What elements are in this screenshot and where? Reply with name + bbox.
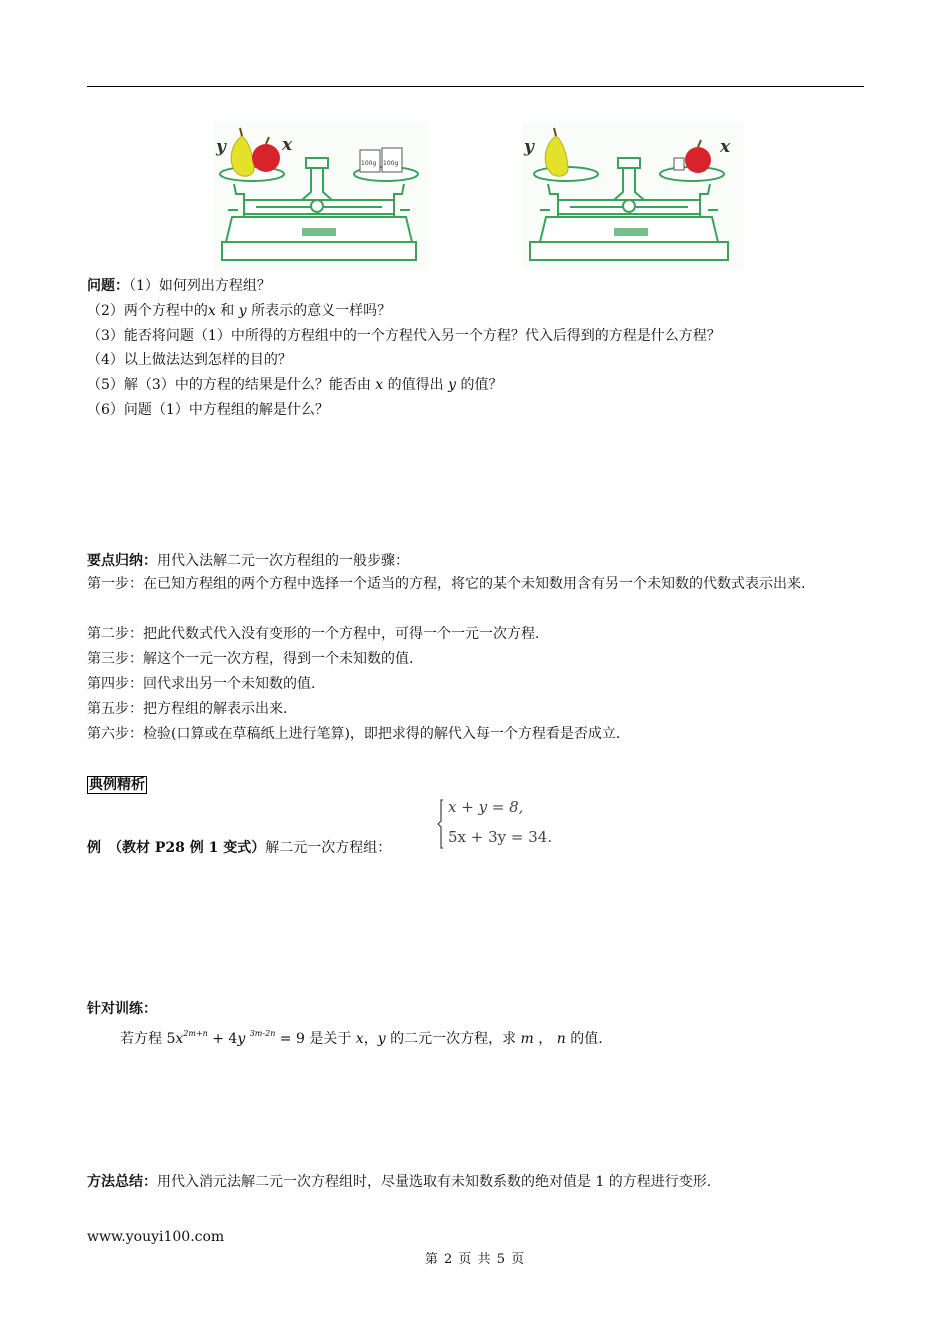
- example-problem: 例 （教材 P28 例 1 变式）解二元一次方程组：: [87, 840, 392, 856]
- questions-label: 问题：: [87, 278, 129, 294]
- question-6: （6）问题（1）中方程组的解是什么？: [87, 402, 329, 418]
- section-title-examples: 典例精析: [89, 777, 145, 793]
- summary-step-3: 第三步：解这个一元一次方程，得到一个未知数的值.: [87, 651, 414, 667]
- method-summary: 方法总结：用代入消元法解二元一次方程组时，尽量选取有未知数系数的绝对值是 1 的方程进行变形.: [87, 1174, 712, 1190]
- brace-icon: [436, 798, 446, 850]
- summary-step-5: 第五步：把方程组的解表示出来.: [87, 701, 288, 717]
- question-3: （3）能否将问题（1）中所得的方程组中的一个方程代入另一个方程？代入后得到的方程是什么方程？: [87, 328, 721, 344]
- question-4: （4）以上做法达到怎样的目的？: [87, 352, 292, 368]
- balance-figure-right: [522, 122, 744, 274]
- training-problem: 若方程 $5x^{2m+n} + 4y$ $^{3m-2n}$ = 9 是关于 x，y 的二元一次方程，求 m ， n 的值.: [120, 1029, 603, 1047]
- summary-step-4: 第四步：回代求出另一个未知数的值.: [87, 676, 316, 692]
- summary-step-1: 第一步：在已知方程组的两个方程中选择一个适当的方程，将它的某个未知数用含有另一个未知数的代数式表示出来.: [87, 576, 806, 592]
- balance-scale-right-illustration: [522, 122, 744, 270]
- weight-label-2: 100g: [383, 160, 399, 167]
- summary-label: 要点归纳：: [87, 553, 157, 569]
- equation-2: 5x + 3y = 34.: [448, 828, 553, 846]
- balance-scale-left-illustration: [214, 122, 428, 270]
- label-y-right: y: [524, 137, 534, 157]
- header-rule: [87, 86, 864, 87]
- example-label: 例 （教材 P28 例 1 变式）: [87, 840, 266, 856]
- training-heading: 针对训练：: [87, 1001, 157, 1017]
- summary-step-6: 第六步：检验(口算或在草稿纸上进行笔算)，即把求得的解代入每一个方程看是否成立.: [87, 726, 621, 742]
- label-x-right: x: [720, 137, 731, 157]
- weight-label-1: 100g: [361, 160, 377, 167]
- summary-heading: 要点归纳：用代入法解二元一次方程组的一般步骤：: [87, 553, 409, 569]
- label-x-left: x: [282, 135, 293, 155]
- question-2: （2）两个方程中的x 和 y 所表示的意义一样吗？: [87, 303, 392, 319]
- question-5: （5）解（3）中的方程的结果是什么？能否由 x 的值得出 y 的值？: [87, 377, 503, 393]
- summary-step-2: 第二步：把此代数式代入没有变形的一个方程中，可得一个一元一次方程.: [87, 626, 540, 642]
- label-y-left: y: [216, 137, 226, 157]
- balance-figure-left: [214, 122, 428, 274]
- footer-page-number: 第 2 页 共 5 页: [424, 1252, 526, 1267]
- footer-url: www.youyi100.com: [87, 1229, 225, 1245]
- equation-1: x + y = 8,: [448, 798, 524, 816]
- question-1: 问题：（1）如何列出方程组？: [87, 278, 271, 294]
